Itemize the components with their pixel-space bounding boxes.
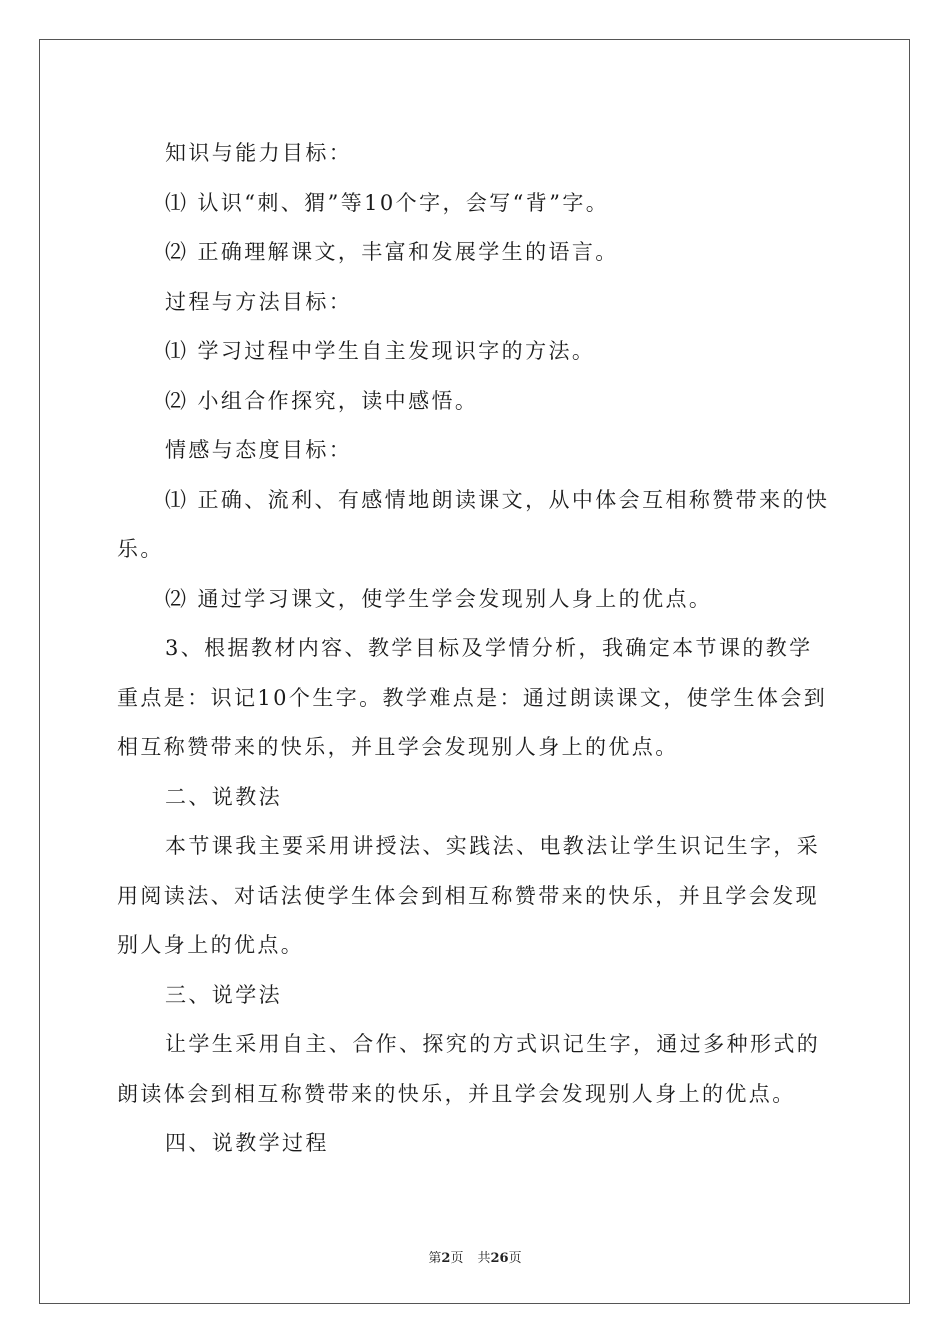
paragraph: 本节课我主要采用讲授法、实践法、电教法让学生识记生字，采用阅读法、对话法使学生体会到相互称赞带来的快乐，并且学会发现别人身上的优点。	[117, 834, 821, 957]
page-footer	[0, 1247, 950, 1266]
section-heading: 四、说教学过程	[165, 1131, 329, 1155]
document-body	[117, 129, 833, 1169]
section-heading: 三、说学法	[165, 982, 282, 1007]
paragraph: 过程与方法目标：	[165, 289, 353, 314]
paragraph: 让学生采用自主、合作、探究的方式识记生字，通过多种形式的朗读体会到相互称赞带来的快乐，并且学会发现别人身上的优点。	[117, 1032, 821, 1106]
paragraph: 知识与能力目标：	[165, 141, 353, 165]
section-heading: 二、说教法	[165, 784, 282, 809]
total-prefix: 共	[477, 1251, 491, 1266]
paragraph: 3、根据教材内容、教学目标及学情分析，我确定本节课的教学重点是：识记10个生字。教学难点是：通过朗读课文，使学生体会到相互称赞带来的快乐，并且学会发现别人身上的优点。	[117, 636, 828, 759]
paragraph: ⑴ 认识“刺、猬”等10个字，会写“背”字。	[165, 190, 610, 215]
paragraph: ⑵ 小组合作探究，读中感悟。	[165, 388, 479, 413]
page-prefix: 第	[428, 1251, 442, 1266]
page-number: 2	[441, 1251, 451, 1266]
paragraph: ⑵ 通过学习课文，使学生学会发现别人身上的优点。	[165, 586, 713, 611]
paragraph: ⑴ 学习过程中学生自主发现识字的方法。	[165, 339, 596, 363]
total-pages: 26	[490, 1251, 509, 1266]
paragraph: 情感与态度目标：	[165, 438, 353, 462]
page-suffix: 页	[450, 1251, 464, 1266]
paragraph: ⑵ 正确理解课文，丰富和发展学生的语言。	[165, 240, 619, 264]
paragraph: ⑴ 正确、流利、有感情地朗读课文，从中体会互相称赞带来的快乐。	[117, 487, 830, 561]
total-suffix: 页	[508, 1251, 522, 1266]
